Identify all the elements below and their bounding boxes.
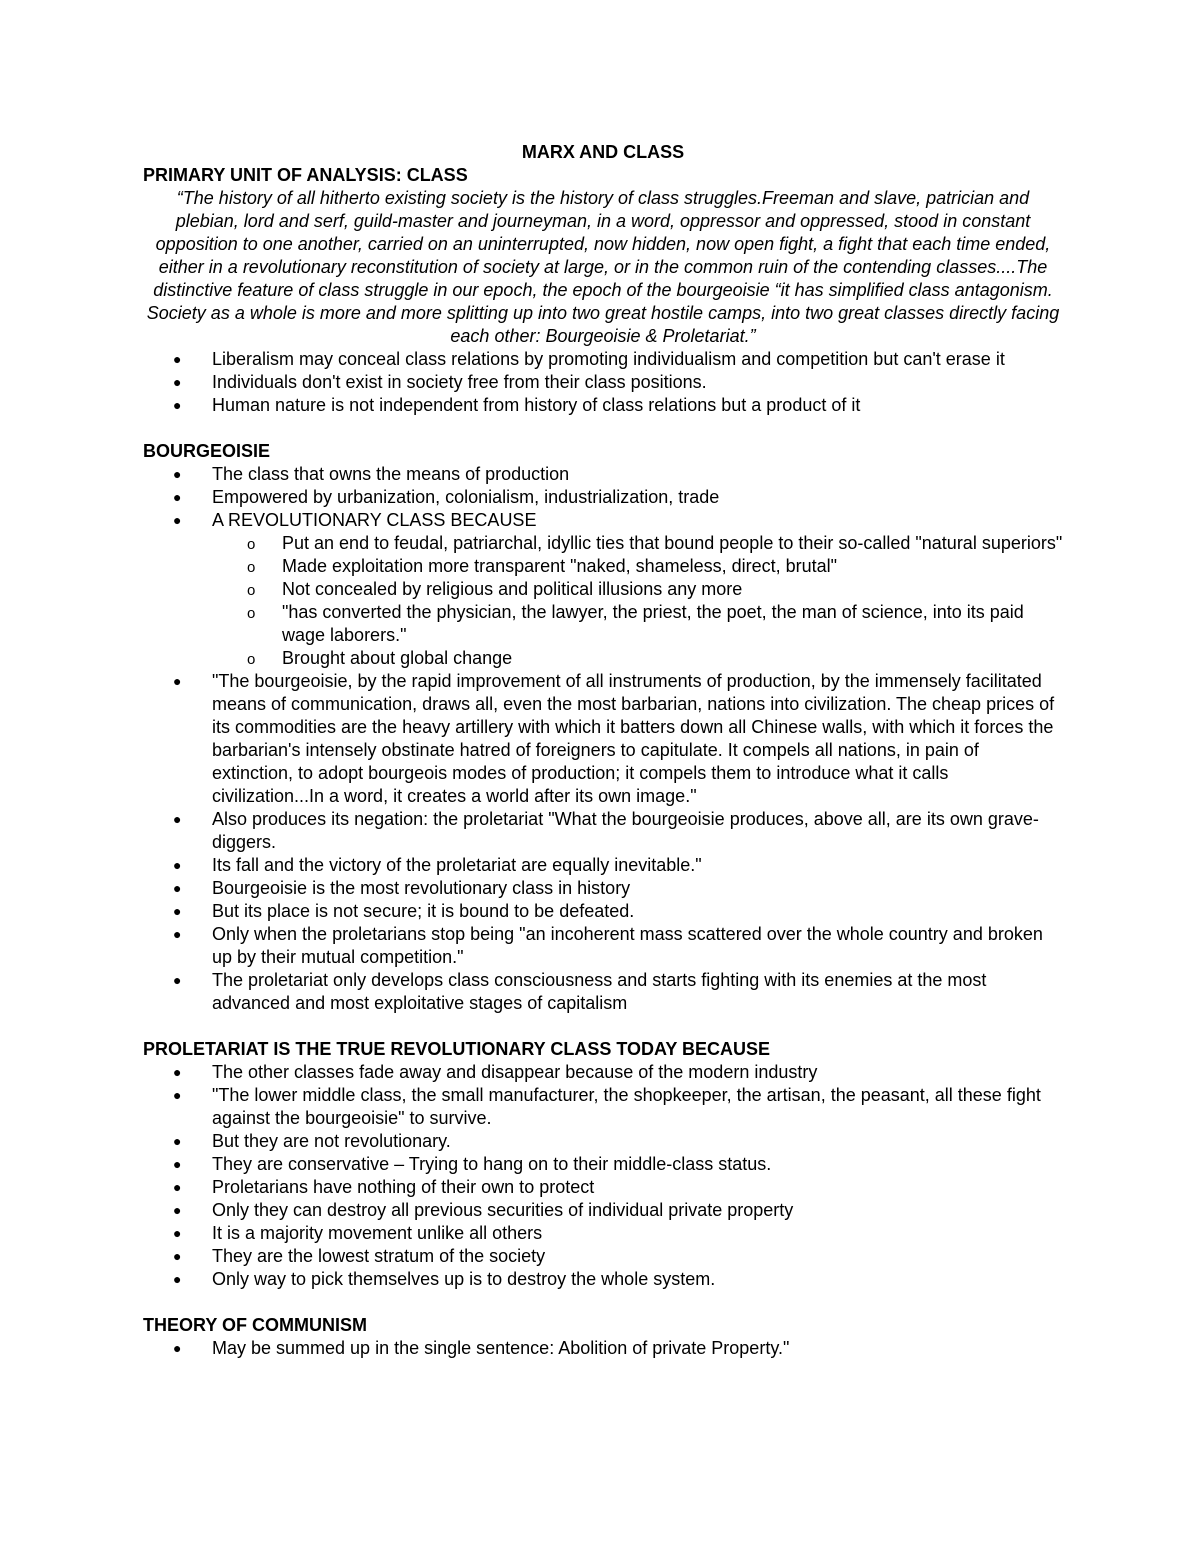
list-item: ● Only when the proletarians stop being "an incoherent mass scattered over the whole country and broken up by their mutual competition." bbox=[143, 923, 1063, 969]
sub-list-item: o "has converted the physician, the lawyer, the priest, the poet, the man of science, into its paid wage laborers." bbox=[143, 601, 1063, 647]
sub-list-item: o Made exploitation more transparent "naked, shameless, direct, brutal" bbox=[143, 555, 1063, 578]
list-item: ● "The lower middle class, the small manufacturer, the shopkeeper, the artisan, the peasant, all these fight against the bourgeoisie" to survive. bbox=[143, 1084, 1063, 1130]
bullet-list-communism bbox=[143, 1337, 1063, 1360]
document-body bbox=[143, 141, 1063, 1360]
bullet-list-bourgeoisie bbox=[143, 463, 1063, 532]
list-item: ● Only they can destroy all previous securities of individual private property bbox=[143, 1199, 1063, 1222]
heading-proletariat: PROLETARIAT IS THE TRUE REVOLUTIONARY CLASS TODAY BECAUSE bbox=[143, 1039, 771, 1059]
list-item: ● Only way to pick themselves up is to destroy the whole system. bbox=[143, 1268, 1063, 1291]
bullet-list-proletariat bbox=[143, 1061, 1063, 1291]
bullet-list-class bbox=[143, 348, 1063, 417]
list-item: ● The other classes fade away and disappear because of the modern industry bbox=[143, 1061, 1063, 1084]
list-item: ● But its place is not secure; it is bound to be defeated. bbox=[143, 900, 1063, 923]
sub-bullet-list-revolutionary bbox=[143, 532, 1063, 670]
sub-list-item: o Brought about global change bbox=[143, 647, 1063, 670]
marx-quote: “The history of all hitherto existing society is the history of class struggles.Freeman and slave, patrician and plebian, lord and serf, guild-master and journeyman, in a word, oppressor and oppressed, stood in constant opposition to one another, carried on an uninterrupted, now hidden, now open fight, a fight that each time ended, either in a revolutionary reconstitution of society at large, or in the common ruin of the contending classes....The distinctive feature of class struggle in our epoch, the epoch of the bourgeoisie “it has simplified class antagonism. Society as a whole is more and more splitting up into two great hostile camps, into two great classes directly facing each other: Bourgeoisie & Proletariat.” bbox=[146, 188, 1060, 346]
list-item: ● "The bourgeoisie, by the rapid improvement of all instruments of production, by the immensely facilitated means of communication, draws all, even the most barbarian, nations into civilization. The cheap prices of its commodities are the heavy artillery with which it batters down all Chinese walls, with which it forces the barbarian's intensely obstinate hatred of foreigners to capitulate. It compels all nations, in pain of extinction, to adopt bourgeois modes of production; it compels them to introduce what it calls civilization...In a word, it creates a world after its own image." bbox=[143, 670, 1063, 808]
list-item: ● A REVOLUTIONARY CLASS BECAUSE bbox=[143, 509, 1063, 532]
list-item: ● Bourgeoisie is the most revolutionary class in history bbox=[143, 877, 1063, 900]
page-title: MARX AND CLASS bbox=[521, 142, 685, 162]
heading-communism: THEORY OF COMMUNISM bbox=[143, 1315, 367, 1335]
list-item: ● Its fall and the victory of the proletariat are equally inevitable." bbox=[143, 854, 1063, 877]
list-item: ● Also produces its negation: the proletariat "What the bourgeoisie produces, above all, are its own grave-diggers. bbox=[143, 808, 1063, 854]
list-item: ● The class that owns the means of production bbox=[143, 463, 1063, 486]
list-item: ● Liberalism may conceal class relations by promoting individualism and competition but can't erase it bbox=[143, 348, 1063, 371]
sub-list-item: o Put an end to feudal, patriarchal, idyllic ties that bound people to their so-called "natural superiors" bbox=[143, 532, 1063, 555]
list-item: ● It is a majority movement unlike all others bbox=[143, 1222, 1063, 1245]
heading-primary-unit: PRIMARY UNIT OF ANALYSIS: CLASS bbox=[143, 165, 468, 185]
list-item: ● They are the lowest stratum of the society bbox=[143, 1245, 1063, 1268]
list-item: ● May be summed up in the single sentence: Abolition of private Property." bbox=[143, 1337, 1063, 1360]
list-item: ● The proletariat only develops class consciousness and starts fighting with its enemies at the most advanced and most exploitative stages of capitalism bbox=[143, 969, 1063, 1015]
list-item: ● But they are not revolutionary. bbox=[143, 1130, 1063, 1153]
list-item: ● Empowered by urbanization, colonialism, industrialization, trade bbox=[143, 486, 1063, 509]
list-item: ● Individuals don't exist in society free from their class positions. bbox=[143, 371, 1063, 394]
list-item: ● They are conservative – Trying to hang on to their middle-class status. bbox=[143, 1153, 1063, 1176]
list-item: ● Proletarians have nothing of their own to protect bbox=[143, 1176, 1063, 1199]
heading-bourgeoisie: BOURGEOISIE bbox=[143, 441, 271, 461]
bullet-list-bourgeoisie-continued bbox=[143, 670, 1063, 1015]
sub-list-item: o Not concealed by religious and political illusions any more bbox=[143, 578, 1063, 601]
list-item: ● Human nature is not independent from history of class relations but a product of it bbox=[143, 394, 1063, 417]
